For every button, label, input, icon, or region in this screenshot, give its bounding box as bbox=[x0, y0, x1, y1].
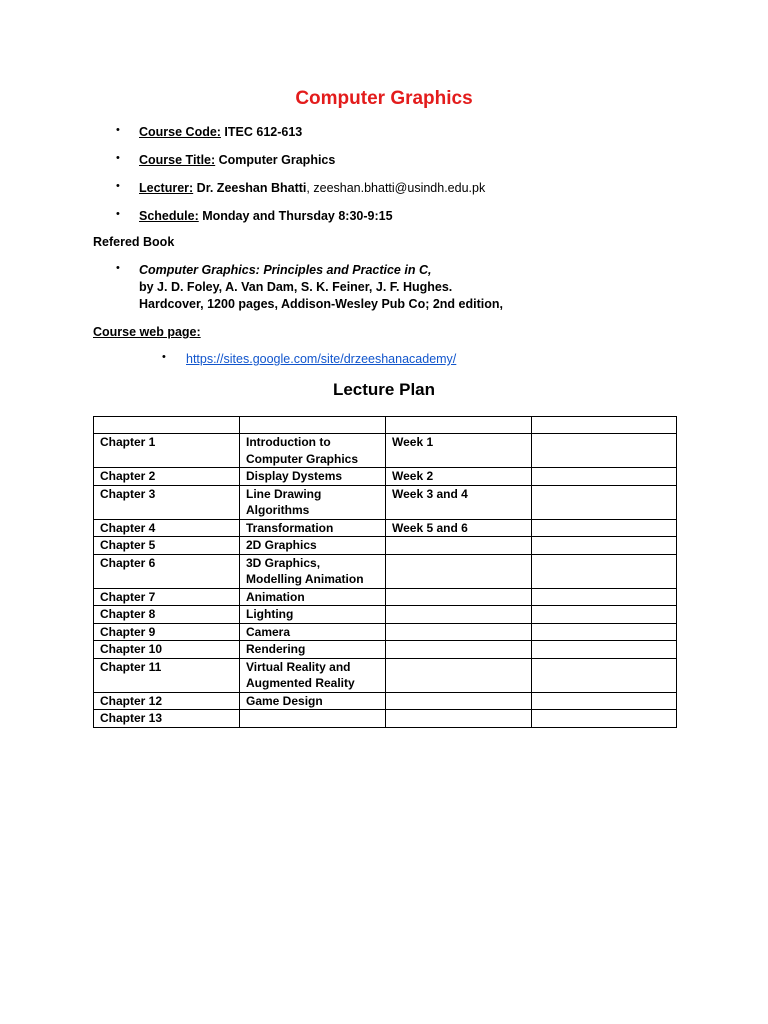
chapter-cell: Chapter 7 bbox=[94, 588, 240, 606]
bullet-icon: • bbox=[116, 262, 120, 274]
table-row bbox=[94, 623, 677, 641]
topic-line: Lighting bbox=[246, 607, 294, 621]
topic-line: Line Drawing bbox=[246, 486, 322, 501]
table-row bbox=[94, 434, 677, 468]
topic-line: Game Design bbox=[246, 693, 323, 708]
chapter-cell: Chapter 6 bbox=[94, 554, 240, 588]
week-cell bbox=[386, 658, 532, 692]
chapter-cell: Chapter 2 bbox=[94, 468, 240, 486]
notes-cell bbox=[532, 588, 677, 606]
book-details: Hardcover, 1200 pages, Addison-Wesley Pub Co; 2nd edition, bbox=[139, 297, 503, 311]
week-cell: Week 3 and 4 bbox=[386, 485, 532, 519]
bullet-icon: • bbox=[116, 124, 120, 136]
chapter-cell: Chapter 5 bbox=[94, 537, 240, 555]
week-cell bbox=[386, 641, 532, 659]
notes-cell bbox=[532, 658, 677, 692]
chapter-cell: Chapter 1 bbox=[94, 434, 240, 468]
week-cell bbox=[386, 554, 532, 588]
week-cell: Week 5 and 6 bbox=[386, 519, 532, 537]
table-row bbox=[94, 468, 677, 486]
topic-line: Transformation bbox=[246, 520, 334, 535]
chapter-cell: Chapter 11 bbox=[94, 658, 240, 692]
topic-line: Virtual Reality and bbox=[246, 659, 351, 674]
course-title-row bbox=[139, 153, 335, 167]
topic-cell bbox=[240, 710, 386, 728]
schedule-label: Schedule: bbox=[139, 209, 199, 223]
table-row bbox=[94, 606, 677, 624]
lecturer-value: Dr. Zeeshan Bhatti bbox=[193, 181, 307, 195]
topic-cell bbox=[240, 537, 386, 555]
topic-line: Modelling Animation bbox=[246, 572, 364, 586]
chapter-cell: Chapter 8 bbox=[94, 606, 240, 624]
web-heading: Course web page: bbox=[93, 325, 201, 339]
topic-cell bbox=[240, 519, 386, 537]
chapter-cell: Chapter 12 bbox=[94, 692, 240, 710]
topic-line: Animation bbox=[246, 589, 305, 604]
topic-line: Camera bbox=[246, 624, 291, 639]
notes-cell bbox=[532, 641, 677, 659]
table-row bbox=[94, 641, 677, 659]
topic-cell bbox=[240, 606, 386, 624]
chapter-cell: Chapter 13 bbox=[94, 710, 240, 728]
bullet-icon: • bbox=[116, 180, 120, 192]
topic-line: Augmented Reality bbox=[246, 676, 355, 690]
course-title-label: Course Title: bbox=[139, 153, 216, 167]
topic-cell bbox=[240, 417, 386, 434]
table-row bbox=[94, 588, 677, 606]
table-row bbox=[94, 519, 677, 537]
notes-cell bbox=[532, 554, 677, 588]
notes-cell bbox=[532, 606, 677, 624]
topic-line: Algorithms bbox=[246, 503, 310, 517]
week-cell bbox=[386, 417, 532, 434]
table-row bbox=[94, 710, 677, 728]
chapter-cell: Chapter 10 bbox=[94, 641, 240, 659]
topic-cell bbox=[240, 641, 386, 659]
schedule-value: Monday and Thursday 8:30-9:15 bbox=[198, 209, 393, 223]
lecturer-email: , zeeshan.bhatti@usindh.edu.pk bbox=[306, 181, 486, 195]
course-code-value: ITEC 612-613 bbox=[220, 125, 303, 139]
notes-cell bbox=[532, 519, 677, 537]
week-cell bbox=[386, 623, 532, 641]
notes-cell bbox=[532, 417, 677, 434]
topic-cell bbox=[240, 692, 386, 710]
notes-cell bbox=[532, 623, 677, 641]
topic-line: Computer Graphics bbox=[246, 451, 359, 466]
notes-cell bbox=[532, 537, 677, 555]
notes-cell bbox=[532, 692, 677, 710]
chapter-cell bbox=[94, 417, 240, 434]
bullet-icon: • bbox=[116, 208, 120, 220]
table-row bbox=[94, 537, 677, 555]
chapter-cell: Chapter 3 bbox=[94, 485, 240, 519]
topic-line: 3D Graphics, bbox=[246, 555, 321, 570]
week-cell bbox=[386, 710, 532, 728]
notes-cell bbox=[532, 434, 677, 468]
topic-line: Display Dystems bbox=[246, 469, 343, 483]
topic-cell bbox=[240, 658, 386, 692]
week-cell bbox=[386, 588, 532, 606]
lecture-plan-title: Lecture Plan bbox=[332, 380, 436, 399]
bullet-icon: • bbox=[162, 351, 166, 363]
book-entry bbox=[139, 262, 503, 313]
chapter-cell: Chapter 4 bbox=[94, 519, 240, 537]
topic-line: Rendering bbox=[246, 642, 306, 656]
table-row bbox=[94, 554, 677, 588]
topic-cell bbox=[240, 485, 386, 519]
course-code-row bbox=[139, 125, 302, 139]
notes-cell bbox=[532, 468, 677, 486]
lecture-plan-table bbox=[93, 416, 677, 728]
course-title-value: Computer Graphics bbox=[215, 153, 336, 167]
topic-cell bbox=[240, 554, 386, 588]
chapter-cell: Chapter 9 bbox=[94, 623, 240, 641]
page-title: Computer Graphics bbox=[295, 88, 473, 109]
topic-cell bbox=[240, 623, 386, 641]
week-cell: Week 2 bbox=[386, 468, 532, 486]
lecturer-label: Lecturer: bbox=[139, 181, 194, 195]
topic-cell bbox=[240, 468, 386, 486]
notes-cell bbox=[532, 710, 677, 728]
table-row bbox=[94, 692, 677, 710]
topic-line: 2D Graphics bbox=[246, 538, 317, 552]
week-cell bbox=[386, 537, 532, 555]
week-cell bbox=[386, 692, 532, 710]
book-authors: by J. D. Foley, A. Van Dam, S. K. Feiner, J. F. Hughes. bbox=[139, 280, 453, 294]
topic-cell bbox=[240, 434, 386, 468]
table-row bbox=[94, 417, 677, 434]
course-web-link[interactable]: https://sites.google.com/site/drzeeshanacademy/ bbox=[186, 352, 457, 366]
lecturer-row bbox=[139, 181, 485, 195]
book-heading: Refered Book bbox=[93, 235, 175, 249]
notes-cell bbox=[532, 485, 677, 519]
schedule-row bbox=[139, 209, 393, 223]
week-cell bbox=[386, 606, 532, 624]
topic-cell bbox=[240, 588, 386, 606]
topic-line: Introduction to bbox=[246, 435, 331, 449]
bullet-icon: • bbox=[116, 152, 120, 164]
table-row bbox=[94, 485, 677, 519]
book-title: Computer Graphics: Principles and Practice in C, bbox=[139, 263, 432, 277]
week-cell: Week 1 bbox=[386, 434, 532, 468]
course-code-label: Course Code: bbox=[139, 125, 221, 139]
table-row bbox=[94, 658, 677, 692]
